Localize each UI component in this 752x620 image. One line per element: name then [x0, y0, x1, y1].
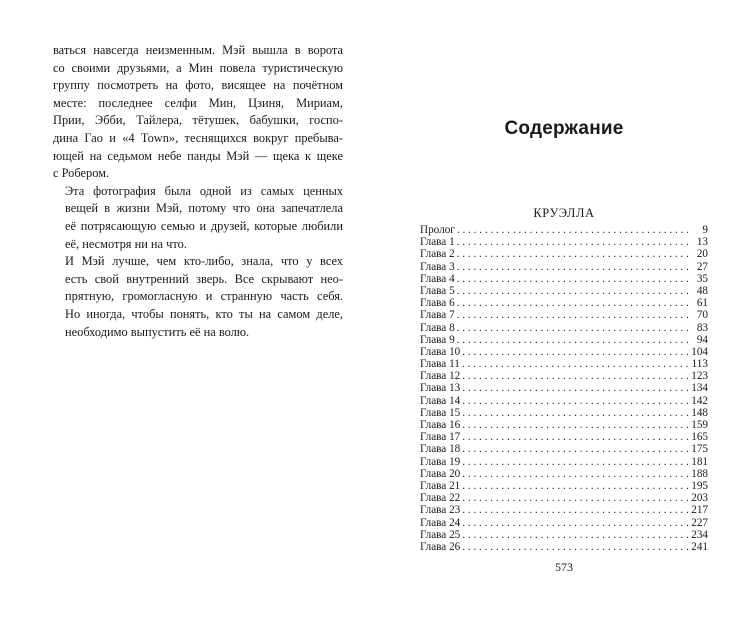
toc-entry-page: 203: [691, 492, 708, 505]
toc-entry-page: 20: [696, 248, 708, 261]
toc-entry-page: 27: [696, 260, 708, 273]
text-line: месте: последнее селфи Мин, Цзиня, Мириам,: [53, 95, 343, 110]
toc-section-title: КРУЭЛЛА: [533, 206, 595, 220]
toc-entry-page: 48: [696, 284, 708, 297]
toc-dot-leader: [462, 419, 688, 431]
toc-entry-label: Глава 3: [420, 260, 455, 273]
toc-dot-leader: [462, 431, 688, 443]
toc-entry: [420, 370, 708, 382]
toc-dot-leader: [462, 395, 688, 407]
toc-entry-label: Глава 12: [420, 370, 461, 383]
text-line: группу посмотреть на фото, висящее на почётном: [53, 78, 343, 93]
toc-dot-leader: [462, 517, 688, 529]
toc-dot-leader: [457, 236, 688, 248]
toc-entry: [420, 346, 708, 358]
toc-entry: [420, 529, 708, 541]
toc-entry-page: 159: [691, 419, 708, 431]
toc-dot-leader: [462, 529, 688, 541]
toc-entry-label: Глава 9: [420, 333, 455, 346]
toc-dot-leader: [457, 285, 688, 297]
toc-dot-leader: [457, 273, 688, 285]
text-line: с Робером.: [53, 166, 110, 181]
toc-dot-leader: [462, 468, 688, 480]
toc-entry: [420, 443, 708, 455]
toc-entry-label: Глава 10: [420, 345, 461, 358]
toc-entry-label: Глава 6: [420, 297, 455, 310]
toc-dot-leader: [462, 456, 688, 468]
toc-entry-label: Пролог: [420, 224, 455, 236]
toc-dot-leader: [462, 407, 688, 419]
toc-entry-page: 13: [696, 236, 708, 249]
toc-entry-label: Глава 1: [420, 236, 455, 249]
text-line: Но иногда, чтобы понять, кто ты на самом деле,: [65, 306, 343, 321]
toc-dot-leader: [462, 443, 688, 455]
text-line: дина Гао и «4 Town», теснящихся вокруг пребыва-: [53, 130, 343, 145]
toc-entry-label: Глава 24: [420, 516, 461, 529]
toc-dot-leader: [457, 261, 688, 273]
toc-dot-leader: [457, 224, 688, 236]
toc-entry: [420, 468, 708, 480]
toc-dot-leader: [462, 346, 688, 358]
toc-entry-page: 35: [696, 272, 708, 285]
toc-entry: [420, 480, 708, 492]
toc-entry: [420, 419, 708, 431]
toc-entry-label: Глава 7: [420, 309, 455, 322]
toc-entry-page: 188: [691, 467, 708, 480]
toc-entry-label: Глава 17: [420, 431, 461, 444]
toc-entry-page: 9: [702, 224, 708, 236]
text-line: Прии, Эбби, Тайлера, тётушек, бабушки, госпо-: [53, 113, 343, 128]
toc-entry-label: Глава 21: [420, 479, 461, 492]
text-line: ющей на седьмом небе панды Мэй — щека к щеке: [53, 148, 343, 163]
text-line: её потрясающую семью и друзей, которые любили: [65, 218, 343, 233]
toc-entry-label: Глава 20: [420, 467, 461, 480]
toc-entry: [420, 407, 708, 419]
toc-entry-label: Глава 15: [420, 406, 461, 419]
toc-dot-leader: [457, 322, 688, 334]
text-line: необходимо выпустить её на волю.: [65, 324, 250, 339]
toc-entry-page: 61: [696, 297, 708, 310]
text-line: её, несмотря ни на что.: [65, 236, 187, 251]
toc-entry-page: 148: [691, 406, 708, 419]
toc-entry: [420, 273, 708, 285]
toc-entry-page: 113: [691, 358, 708, 371]
toc-entry-label: Глава 18: [420, 443, 461, 456]
toc-entry: [420, 334, 708, 346]
toc-entry-label: Глава 5: [420, 284, 455, 297]
toc-entry: [420, 248, 708, 260]
toc-entry-page: 142: [691, 394, 708, 407]
toc-entry: [420, 492, 708, 504]
text-line: есть свой внутренний зверь. Все скрывают нео-: [65, 271, 343, 286]
toc-entry: [420, 224, 708, 236]
paragraph-2: [53, 183, 343, 253]
body-text: [53, 42, 343, 341]
toc-entry-page: 234: [691, 528, 708, 541]
toc-entry: [420, 236, 708, 248]
toc-entry-label: Глава 23: [420, 504, 461, 517]
text-line: И Мэй лучше, чем кто-либо, знала, что у всех: [65, 254, 343, 269]
toc-dot-leader: [462, 504, 688, 516]
toc-dot-leader: [462, 492, 688, 504]
toc-dot-leader: [457, 309, 688, 321]
text-line: вещей в жизни Мэй, потому что она запечатлела: [65, 201, 343, 216]
toc-entry-label: Глава 2: [420, 248, 455, 261]
toc-entry-label: Глава 26: [420, 540, 461, 553]
toc-dot-leader: [457, 248, 688, 260]
paragraph-3: [53, 253, 343, 341]
toc-entry: [420, 309, 708, 321]
toc-dot-leader: [462, 358, 688, 370]
toc-entry-page: 104: [691, 345, 708, 358]
toc-dot-leader: [462, 480, 688, 492]
toc-entry-page: 175: [691, 443, 708, 456]
toc-entry-label: Глава 11: [420, 358, 460, 371]
toc-entry: [420, 541, 708, 553]
toc-entry-label: Глава 19: [420, 455, 461, 468]
toc-entry: [420, 322, 708, 334]
toc-entry: [420, 517, 708, 529]
text-line: со своими друзьями, а Мин повела туристическую: [53, 60, 343, 75]
toc-entry-label: Глава 8: [420, 321, 455, 334]
toc-entry-page: 217: [691, 504, 708, 517]
toc-entry: [420, 297, 708, 309]
toc-entry-page: 195: [691, 479, 708, 492]
toc-entry: [420, 395, 708, 407]
toc-entry-label: Глава 16: [420, 419, 461, 431]
toc-entry: [420, 285, 708, 297]
toc-entry: [420, 456, 708, 468]
toc-dot-leader: [462, 382, 688, 394]
text-line: прятную, громогласную и странную часть себя.: [65, 289, 343, 304]
right-page: [376, 0, 752, 620]
toc-entry-label: Глава 25: [420, 528, 461, 541]
toc-dot-leader: [462, 541, 688, 553]
toc-entry: [420, 261, 708, 273]
page-number: 573: [555, 560, 573, 574]
toc-dot-leader: [457, 297, 688, 309]
toc-entry-page: 83: [696, 321, 708, 334]
toc-entry-label: Глава 4: [420, 272, 455, 285]
paragraph-1: [53, 42, 343, 183]
toc-entry-page: 70: [696, 309, 708, 322]
toc-entry-page: 123: [691, 370, 708, 383]
text-line: Эта фотография была одной из самых ценных: [65, 183, 343, 198]
table-of-contents: [420, 224, 708, 553]
toc-entry-label: Глава 13: [420, 382, 461, 395]
toc-dot-leader: [462, 370, 688, 382]
toc-title: Содержание: [504, 118, 624, 139]
toc-entry-page: 165: [691, 431, 708, 444]
toc-dot-leader: [457, 334, 688, 346]
text-line: ваться навсегда неизменным. Мэй вышла в ворота: [53, 43, 343, 57]
toc-entry-page: 94: [696, 333, 708, 346]
toc-entry-page: 241: [691, 540, 708, 553]
toc-entry-label: Глава 14: [420, 394, 461, 407]
toc-entry-page: 181: [691, 455, 708, 468]
toc-entry: [420, 504, 708, 516]
toc-entry-label: Глава 22: [420, 492, 461, 505]
toc-entry: [420, 431, 708, 443]
toc-entry: [420, 358, 708, 370]
toc-entry-page: 227: [691, 516, 708, 529]
toc-entry: [420, 382, 708, 394]
toc-entry-page: 134: [691, 382, 708, 395]
